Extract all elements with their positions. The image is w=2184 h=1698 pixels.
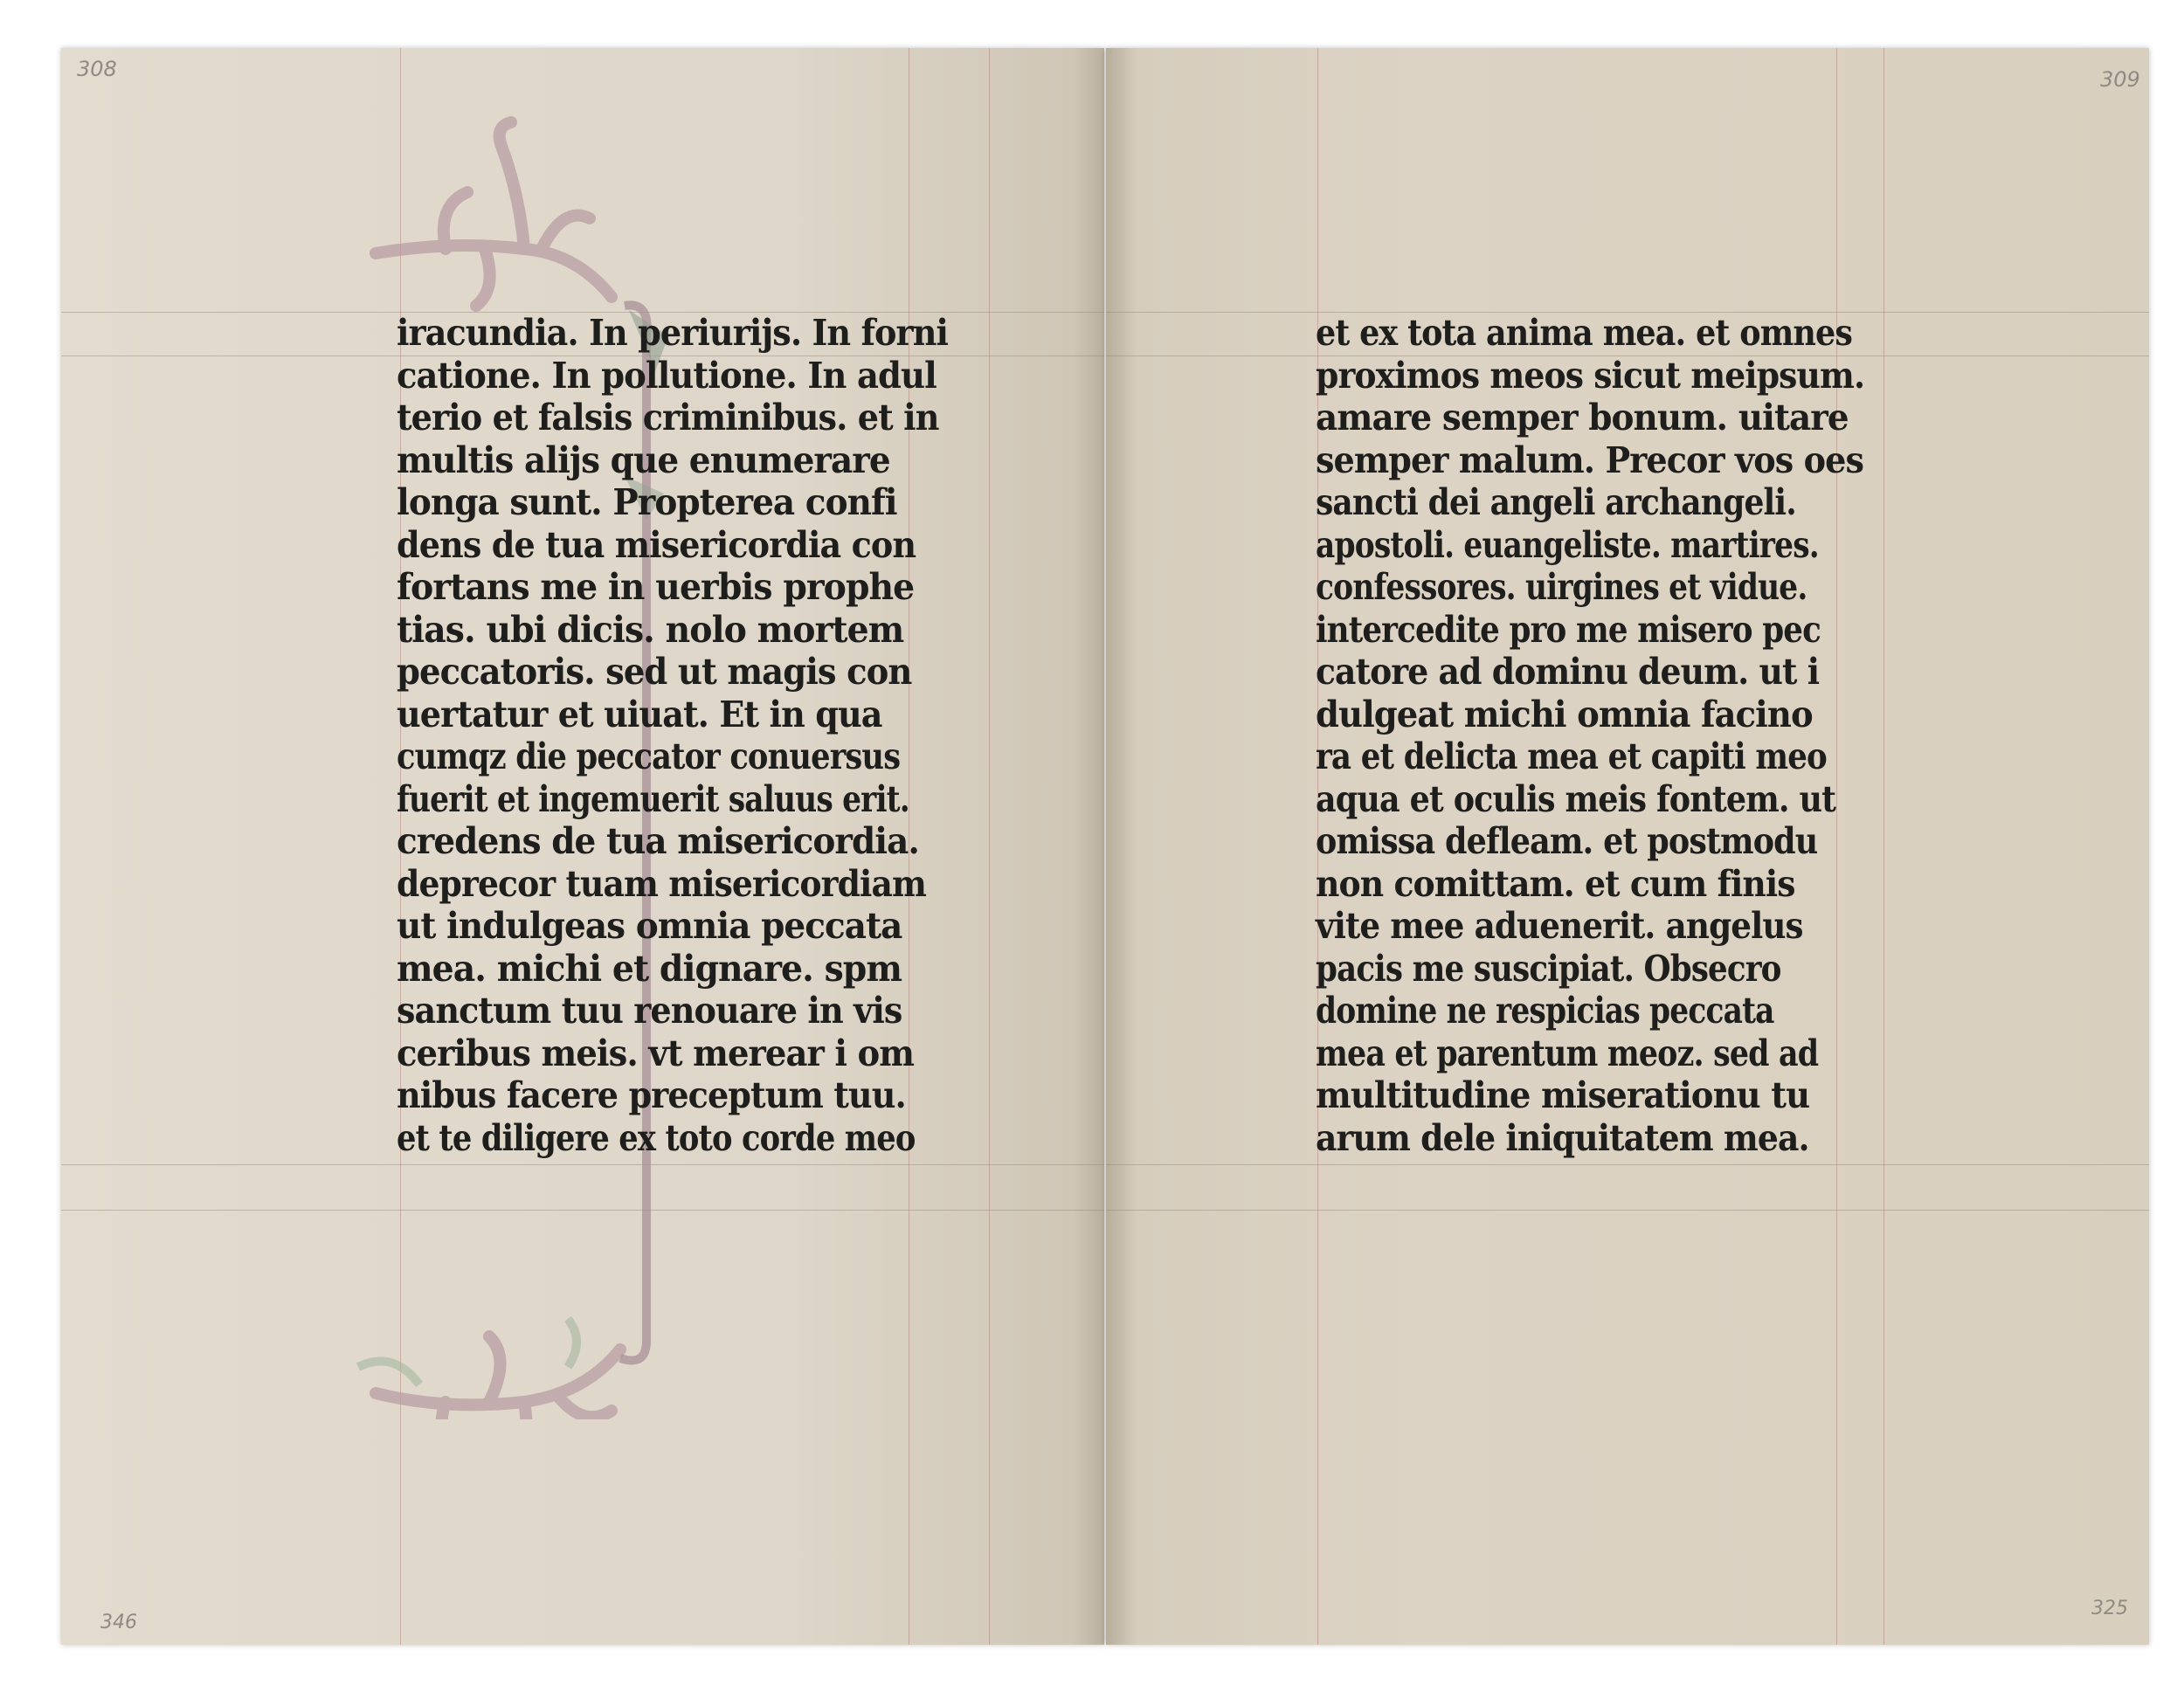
text-line: amare semper bonum. uitare xyxy=(1316,397,1849,438)
manuscript-spread xyxy=(61,48,2149,1645)
text-line: fortans me in uerbis prophe xyxy=(397,566,915,608)
left-text-column xyxy=(397,312,949,1159)
text-line: multis alijs que enumerare xyxy=(397,438,890,481)
text-line: terio et falsis criminibus. et in xyxy=(397,397,939,438)
ruling-line xyxy=(989,48,990,1645)
text-line: domine ne respicias peccata xyxy=(1316,990,1774,1032)
text-line: multitudine miserationu tu xyxy=(1316,1074,1810,1116)
ruling-line xyxy=(1106,1164,2149,1165)
text-line: proximos meos sicut meipsum. xyxy=(1316,354,1865,397)
ruling-line xyxy=(1883,48,1884,1645)
text-line: dens de tua misericordia con xyxy=(397,523,916,566)
ruling-line xyxy=(1106,1210,2149,1211)
text-line: aqua et oculis meis fontem. ut xyxy=(1316,777,1836,820)
text-line: ceribus meis. vt merear i om xyxy=(397,1032,915,1074)
text-line: apostoli. euangeliste. martires. xyxy=(1316,523,1819,566)
text-line: intercedite pro me misero pec xyxy=(1316,608,1821,651)
text-line: semper malum. Precor vos oes xyxy=(1316,438,1863,481)
text-line: mea. michi et dignare. spm xyxy=(397,947,902,990)
text-line: tias. ubi dicis. nolo mortem xyxy=(397,608,904,651)
text-line: confessores. uirgines et vidue. xyxy=(1316,566,1807,608)
text-line: non comittam. et cum finis xyxy=(1316,862,1795,905)
text-line: mea et parentum meoz. sed ad xyxy=(1316,1032,1819,1074)
right-foliation-top: 309 xyxy=(2100,67,2140,92)
text-line: fuerit et ingemuerit saluus erit. xyxy=(397,777,909,820)
text-line: ra et delicta mea et capiti meo xyxy=(1316,735,1827,777)
text-line: peccatoris. sed ut magis con xyxy=(397,651,912,693)
text-line: longa sunt. Propterea confi xyxy=(397,481,897,523)
right-page xyxy=(1106,48,2149,1645)
text-line: credens de tua misericordia. xyxy=(397,820,920,862)
text-line: arum dele iniquitatem mea. xyxy=(1316,1116,1809,1159)
text-line: omissa defleam. et postmodu xyxy=(1316,820,1818,862)
text-line: deprecor tuam misericordiam xyxy=(397,862,926,905)
text-line: pacis me suscipiat. Obsecro xyxy=(1316,947,1781,990)
text-line: catore ad dominu deum. ut i xyxy=(1316,651,1820,693)
right-text-column xyxy=(1316,312,1865,1159)
text-line: et ex tota anima mea. et omnes xyxy=(1316,312,1853,354)
text-line: cumqz die peccator conuersus xyxy=(397,735,901,777)
text-line: et te diligere ex toto corde meo xyxy=(397,1116,916,1159)
text-line: sanctum tuu renouare in vis xyxy=(397,990,902,1032)
text-line: iracundia. In periurijs. In forni xyxy=(397,312,949,354)
left-foliation-top: 308 xyxy=(77,57,117,81)
text-line: sancti dei angeli archangeli. xyxy=(1316,481,1796,523)
right-foliation-bottom: 325 xyxy=(2091,1598,2128,1619)
left-page xyxy=(61,48,1104,1645)
text-line: catione. In pollutione. In adul xyxy=(397,354,936,397)
text-line: ut indulgeas omnia peccata xyxy=(397,905,902,947)
text-line: nibus facere preceptum tuu. xyxy=(397,1074,906,1116)
left-foliation-bottom: 346 xyxy=(100,1612,137,1633)
text-line: dulgeat michi omnia facino xyxy=(1316,693,1813,735)
text-line: uertatur et uiuat. Et in qua xyxy=(397,693,882,735)
text-line: vite mee aduenerit. angelus xyxy=(1316,905,1803,947)
